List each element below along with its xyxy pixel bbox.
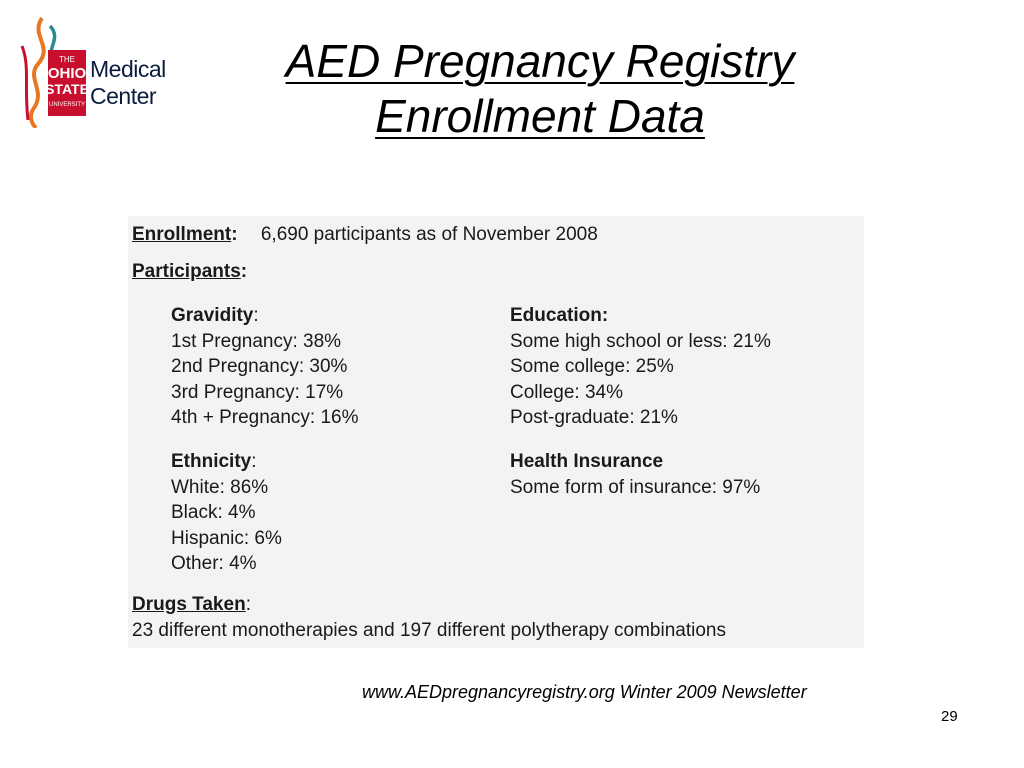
ethnicity-section [171,449,282,577]
source-footnote: www.AEDpregnancyregistry.org Winter 2009 Newsletter [362,682,807,702]
education-label: Education: [510,305,609,326]
enrollment-label: Enrollment [132,224,232,245]
participants-label: Participants [132,261,241,282]
slide-title [160,34,920,144]
title-line1: AED Pregnancy Registry [285,35,795,87]
education-item: Some college: 25% [510,356,674,377]
logo-university: UNIVERSITY [48,102,86,108]
ethnicity-colon: : [251,451,257,472]
health-insurance-section [510,449,760,500]
ethnicity-item: White: 86% [171,476,269,498]
ethnicity-item: Other: 4% [171,553,257,574]
ethnicity-item: Hispanic: 6% [171,527,282,549]
enrollment-colon: : [231,224,238,245]
gravidity-section [171,303,359,431]
drugs-colon: : [245,594,251,615]
health-insurance-item: Some form of insurance: 97% [510,476,761,498]
ethnicity-item: Black: 4% [171,502,256,523]
logo-ohio: OHIO [47,65,87,82]
health-insurance-label: Health Insurance [510,451,664,472]
logo-state: STATE [45,81,89,97]
enrollment-row [132,224,598,246]
title-line2: Enrollment Data [375,90,705,142]
gravidity-item: 1st Pregnancy: 38% [171,330,342,352]
gravidity-label: Gravidity [171,305,254,326]
ohio-state-medical-center-logo [20,16,166,128]
logo-the: THE [59,55,75,64]
gravidity-item: 3rd Pregnancy: 17% [171,381,344,403]
enrollment-data-panel [128,216,864,648]
drugs-value: 23 different monotherapies and 197 different polytherapy combinations [132,619,726,641]
page-number: 29 [941,708,958,725]
education-section [510,303,771,431]
gravidity-item: 4th + Pregnancy: 16% [171,407,359,428]
logo-wordmark [90,56,166,110]
education-item: Post-graduate: 21% [510,407,678,428]
drugs-label: Drugs Taken [132,594,246,615]
enrollment-value: 6,690 participants as of November 2008 [260,224,598,245]
logo-line2: Center [90,83,157,109]
ethnicity-label: Ethnicity [171,451,252,472]
gravidity-item: 2nd Pregnancy: 30% [171,356,348,377]
education-item: College: 34% [510,381,624,403]
logo-line1: Medical [90,56,166,82]
participants-row [132,261,247,283]
participants-colon: : [240,261,248,282]
drugs-taken-section [132,592,726,643]
education-item: Some high school or less: 21% [510,330,771,352]
gravidity-colon: : [253,305,259,326]
